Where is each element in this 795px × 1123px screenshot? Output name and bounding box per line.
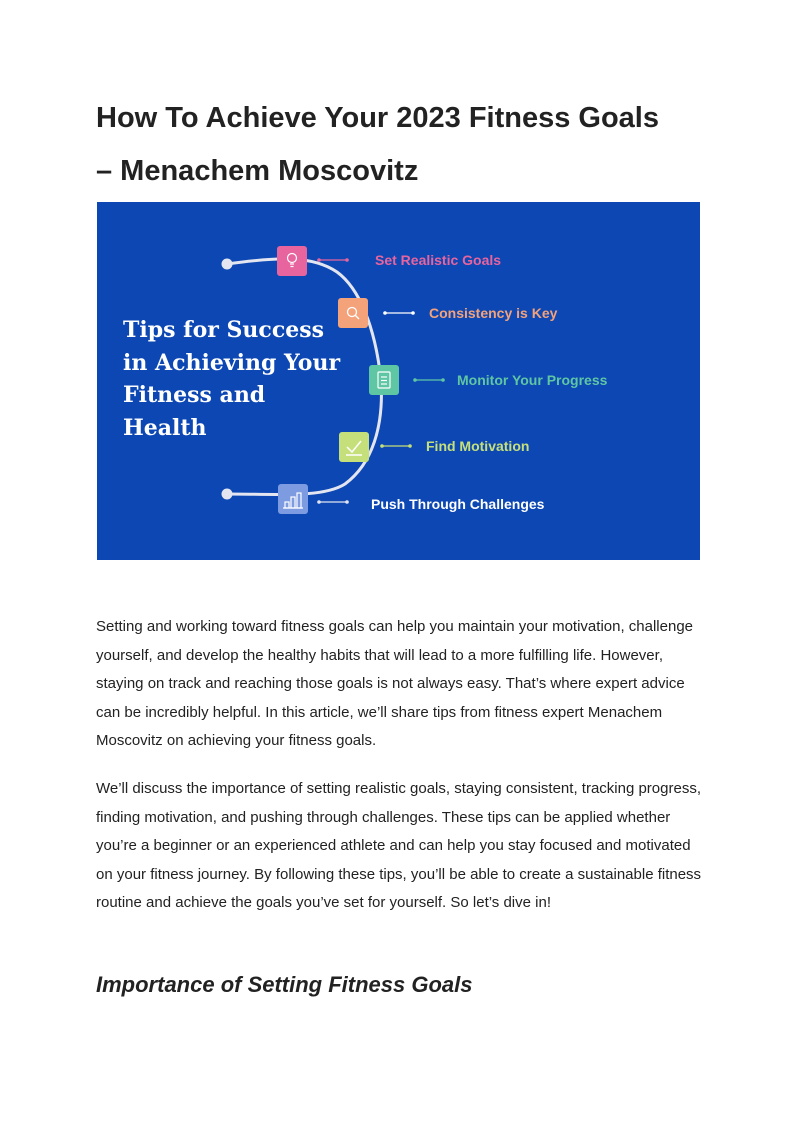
page-title-line-2: – Menachem Moscovitz <box>96 155 419 187</box>
infographic-heading-line: Tips for Success <box>123 317 324 343</box>
tip-label-monitor-your-progress: Monitor Your Progress <box>457 372 608 388</box>
bar-chart-icon-box <box>278 484 308 514</box>
infographic-heading <box>123 314 353 444</box>
page-title-line-1: How To Achieve Your 2023 Fitness Goals <box>96 102 659 134</box>
article-paragraph-2: We’ll discuss the importance of setting realistic goals, staying consistent, tracking progress, finding motivation, and pushing through challenges. These tips can be applied whether you’re a beginner or an experienced athlete and can help you stay focused and motivated on your fitness journey. By following these tips, you’ll be able to create a sustainable fitness routine and achieve the goals you’ve set for yourself. So let’s dive in! <box>96 780 702 912</box>
tip-label-push-through-challenges: Push Through Challenges <box>371 496 545 512</box>
infographic-banner <box>97 202 700 560</box>
article-paragraph-1: Setting and working toward fitness goals can help you maintain your motivation, challenge yourself, and develop the healthy habits that will lead to a more fulfilling life. However, staying on track and reaching those goals is not always easy. That’s where expert advice can be incredibly helpful. In this article, we’ll share tips from fitness expert Menachem Moscovitz on achieving your fitness goals. <box>96 618 694 750</box>
infographic-heading-line: Health <box>123 414 207 441</box>
tip-label-set-realistic-goals: Set Realistic Goals <box>375 252 502 268</box>
infographic-heading-line: Fitness and <box>123 382 266 408</box>
timeline-start-dot <box>222 259 233 270</box>
lightbulb-icon-box <box>277 246 307 276</box>
tip-label-find-motivation: Find Motivation <box>426 438 530 454</box>
section-heading: Importance of Setting Fitness Goals <box>96 972 473 997</box>
tip-label-consistency-is-key: Consistency is Key <box>429 305 558 321</box>
infographic-heading-line: in Achieving Your <box>123 349 341 376</box>
page-title <box>96 92 716 198</box>
timeline-end-dot <box>222 489 233 500</box>
